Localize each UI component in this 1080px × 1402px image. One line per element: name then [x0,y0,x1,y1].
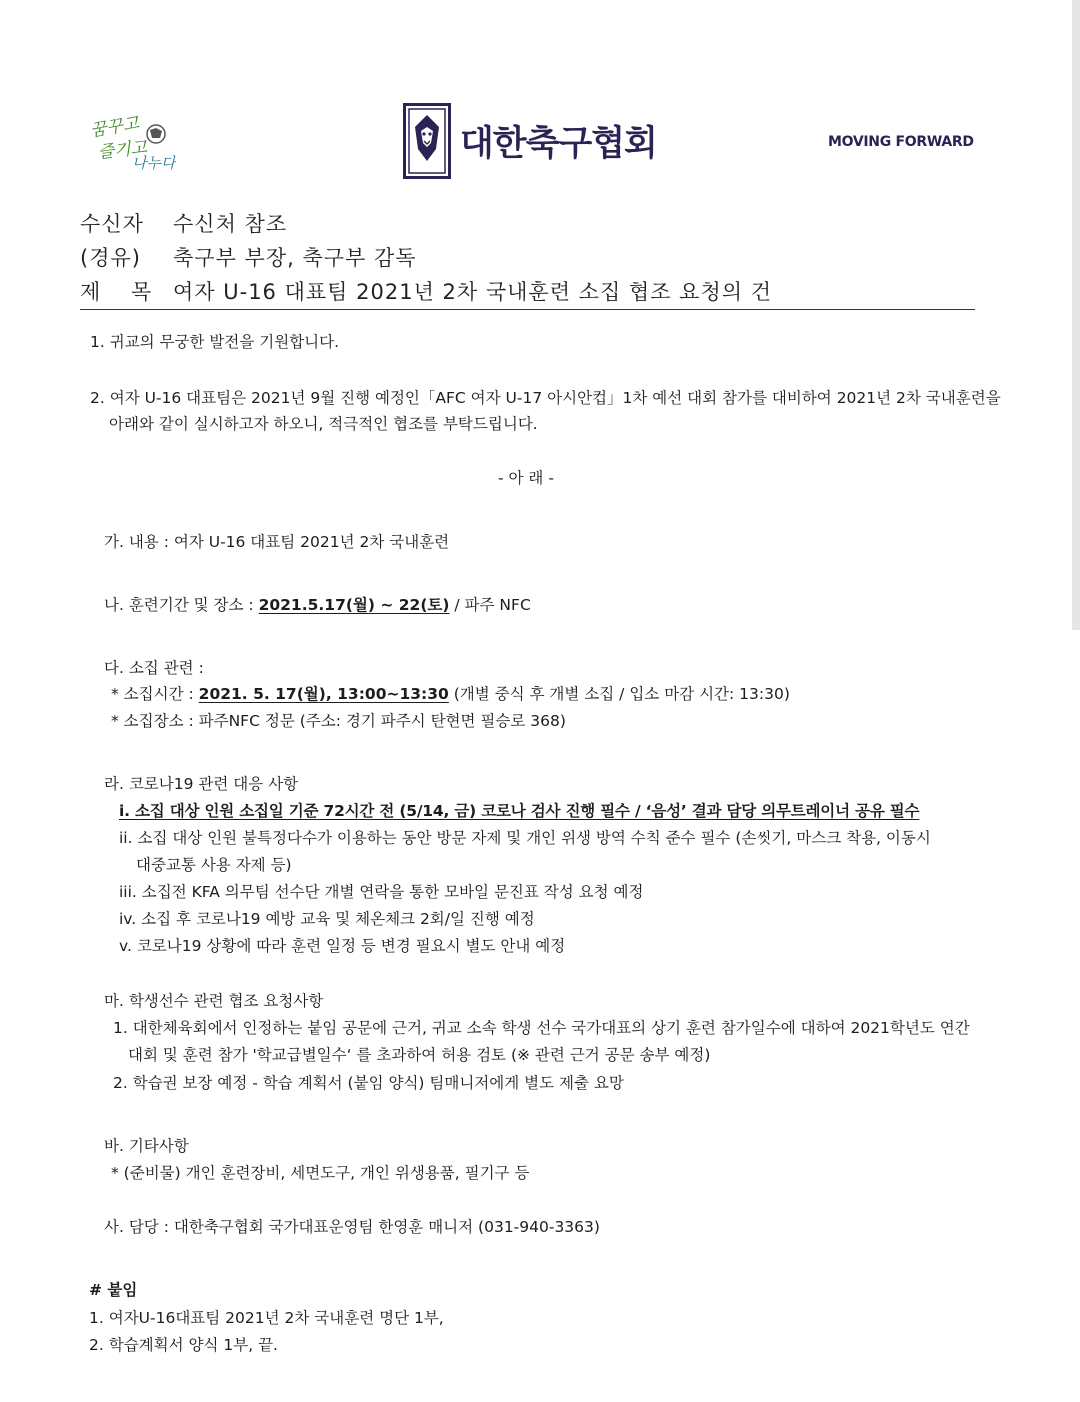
item-da-title: 다. 소집 관련 : [104,659,204,677]
item-ra-ii-line-2: 대중교통 사용 자제 등) [136,856,292,874]
kfa-emblem [403,103,451,179]
recipient-value: 수신처 참조 [173,212,288,236]
item-ma-1-line-2: 대회 및 훈련 참가 '학교급별일수‘ 를 초과하여 허용 검토 (※ 관련 근거 공문 송부 예정) [128,1046,711,1064]
paragraph-1: 1. 귀교의 무궁한 발전을 기원합니다. [90,333,340,351]
paragraph-2-line-1: 2. 여자 U-16 대표팀은 2021년 9월 진행 예정인「AFC 여자 U-17 아시안컵」1차 예선 대회 참가를 대비하여 2021년 2차 국내훈련을 [90,389,1001,407]
item-da-place: * 소집장소 : 파주NFC 정문 (주소: 경기 파주시 탄현면 필승로 368) [111,712,566,730]
via-value: 축구부 부장, 축구부 감독 [173,246,417,270]
svg-text:꿈꾸고: 꿈꾸고 [88,113,141,142]
item-ga: 가. 내용 : 여자 U-16 대표팀 2021년 2차 국내훈련 [104,533,450,551]
item-na-period: 2021.5.17(월) ~ 22(토) [258,596,450,614]
item-ra-title: 라. 코로나19 관련 대응 사항 [104,775,299,793]
item-ra-i: i. 소집 대상 인원 소집일 기준 72시간 전 (5/14, 금) 코로나 검사 진행 필수 / ‘음성’ 결과 담당 의무트레이너 공유 필수 [119,802,920,820]
header-divider [80,309,975,310]
svg-text:즐기고: 즐기고 [96,137,149,163]
attachment-item-1: 1. 여자U-16대표팀 2021년 2차 국내훈련 명단 1부, [89,1309,444,1327]
below-heading: - 아 래 - [498,469,554,487]
org-name: 대한축구협회 [460,124,657,164]
item-na-place: / 파주 NFC [449,596,531,614]
item-ra-v: v. 코로나19 상황에 따라 훈련 일정 등 변경 필요시 별도 안내 예정 [119,937,566,955]
scrollbar-track[interactable] [1072,0,1080,630]
item-da-time-note: (개별 중식 후 개별 소집 / 입소 마감 시간: 13:30) [448,685,790,703]
item-na-prefix: 나. 훈련기간 및 장소 : [104,596,259,614]
item-ra-iii: iii. 소집전 KFA 의무팀 선수단 개별 연락을 통한 모바일 문진표 작성 요청 예정 [119,883,644,901]
item-ba-title: 바. 기타사항 [104,1137,189,1155]
attachment-item-2: 2. 학습계획서 양식 1부, 끝. [89,1336,278,1354]
subject-value: 여자 U-16 대표팀 2021년 2차 국내훈련 소집 협조 요청의 건 [173,280,772,304]
item-ma-2: 2. 학습권 보장 예정 - 학습 계획서 (붙임 양식) 팀매니저에게 별도 제출 요망 [113,1074,624,1092]
recipient-label: 수신자 [80,212,144,236]
item-ra-iv: iv. 소집 후 코로나19 예방 교육 및 체온체크 2회/일 진행 예정 [119,910,535,928]
item-da-time-prefix: * 소집시간 : [111,685,199,703]
item-da-time-value: 2021. 5. 17(월), 13:00~13:30 [198,685,449,703]
item-ma-title: 마. 학생선수 관련 협조 요청사항 [104,992,324,1010]
via-label: (경유) [80,246,141,270]
item-na [104,593,531,615]
slogan-logo [86,108,176,174]
attachments-title: # 붙임 [89,1281,138,1299]
item-ma-1-line-1: 1. 대한체육회에서 인정하는 붙임 공문에 근거, 귀교 소속 학생 선수 국가대표의 상기 훈련 참가일수에 대하여 2021학년도 연간 [113,1019,970,1037]
org-motto: MOVING FORWARD [828,134,974,150]
paragraph-2-line-2: 아래와 같이 실시하고자 하오니, 적극적인 협조를 부탁드립니다. [109,415,538,433]
subject-label: 제 목 [80,280,164,304]
item-ba-list: * (준비물) 개인 훈련장비, 세면도구, 개인 위생용품, 필기구 등 [111,1164,530,1182]
svg-text:나누다: 나누다 [132,154,176,172]
item-ra-ii-line-1: ii. 소집 대상 인원 불특정다수가 이용하는 동안 방문 자제 및 개인 위생 방역 수칙 준수 필수 (손씻기, 마스크 착용, 이동시 [119,829,931,847]
item-sa-contact: 사. 담당 : 대한축구협회 국가대표운영팀 한영훈 매니저 (031-940-3363) [104,1218,600,1236]
item-da-time [111,682,790,704]
